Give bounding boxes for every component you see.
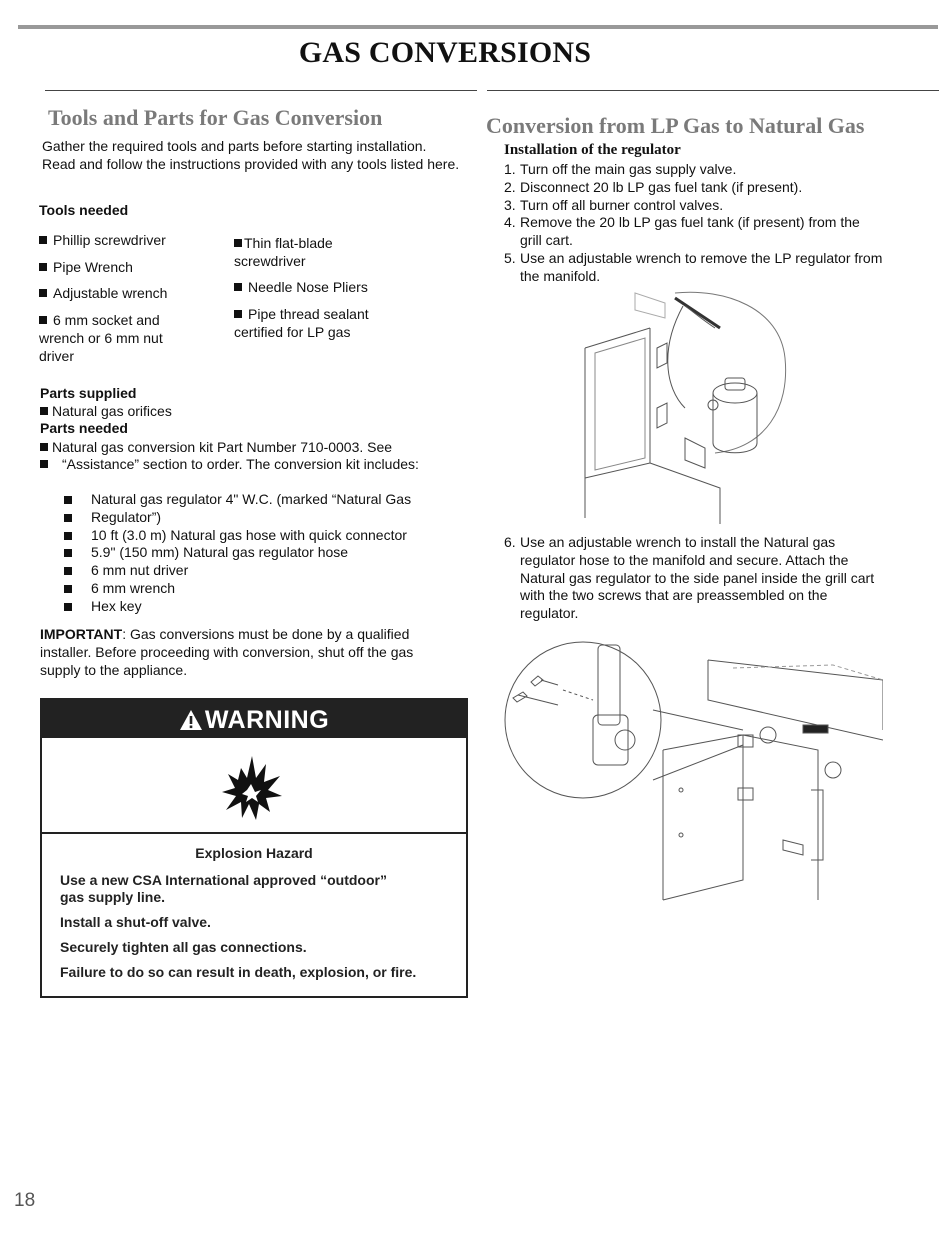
bullet-square-icon — [234, 310, 242, 318]
list-item: 6 mm nut driver — [64, 562, 464, 580]
bullet-square-icon — [39, 236, 47, 244]
intro-paragraph: Gather the required tools and parts before starting installation. Read and follow the instructions provided with any tools listed here. — [42, 138, 460, 172]
bullet-square-icon — [234, 283, 242, 291]
page-number: 18 — [14, 1190, 36, 1211]
bullet-square-icon — [39, 263, 47, 271]
tools-needed-heading: Tools needed — [39, 202, 129, 218]
list-item: Regulator”) — [64, 509, 464, 527]
steps-list-continued — [504, 534, 884, 623]
warning-line: Securely tighten all gas connections. — [60, 939, 307, 955]
step-item: 1. Turn off the main gas supply valve. — [504, 161, 737, 177]
explosion-icon — [42, 738, 466, 832]
lp-tank-removal-illustration — [575, 288, 805, 524]
warning-symbol-area — [42, 738, 466, 834]
tool-item: Pipe Wrench — [39, 258, 209, 276]
bullet-square-icon — [64, 603, 72, 611]
important-note: IMPORTANT: Gas conversions must be done by a qualified installer. Before proceeding with conversion, shut off the gas supply to the appliance. — [40, 626, 414, 678]
regulator-subheading: Installation of the regulator — [504, 142, 681, 158]
step-item: 2. Disconnect 20 lb LP gas fuel tank (if present). — [504, 178, 803, 195]
parts-supplied-heading: Parts supplied — [40, 385, 137, 401]
tool-item: 6 mm socket and wrench or 6 mm nut driver — [39, 312, 163, 364]
bullet-square-icon — [64, 532, 72, 540]
list-item: 6 mm wrench — [64, 580, 464, 598]
bullet-square-icon — [64, 567, 72, 575]
bullet-square-icon — [39, 316, 47, 324]
step-item: 5. Use an adjustable wrench to remove the LP regulator from the manifold. — [504, 249, 883, 284]
tool-item: Adjustable wrench — [39, 284, 209, 302]
bullet-square-icon — [64, 496, 72, 504]
warning-instructions — [60, 872, 460, 989]
step-item: 4. Remove the 20 lb LP gas fuel tank (if present) from the grill cart. — [504, 214, 860, 249]
bullet-square-icon — [64, 549, 72, 557]
bullet-square-icon — [64, 514, 72, 522]
warning-triangle-icon — [179, 709, 203, 731]
tools-parts-heading: Tools and Parts for Gas Conversion — [48, 105, 383, 130]
kit-list — [64, 491, 464, 616]
list-item: 5.9" (150 mm) Natural gas regulator hose — [64, 544, 464, 562]
conversion-heading: Conversion from LP Gas to Natural Gas — [486, 113, 865, 138]
parts-supplied-item: Natural gas orifices — [40, 402, 172, 420]
hazard-title: Explosion Hazard — [195, 845, 313, 861]
bullet-square-icon — [40, 443, 48, 451]
tool-item: Phillip screwdriver — [39, 231, 209, 249]
left-column-rule — [45, 90, 477, 91]
bullet-square-icon — [40, 460, 48, 468]
bullet-square-icon — [64, 585, 72, 593]
tool-item: Thin flat-blade screwdriver — [234, 235, 333, 269]
bullet-square-icon — [39, 289, 47, 297]
parts-needed-item: Natural gas conversion kit Part Number 710-0003. See — [40, 438, 392, 456]
steps-list — [504, 161, 884, 286]
list-item: Hex key — [64, 598, 464, 616]
page-title: GAS CONVERSIONS — [298, 36, 592, 69]
bullet-square-icon — [234, 239, 242, 247]
step-item: 3. Turn off all burner control valves. — [504, 196, 724, 213]
warning-line: Install a shut-off valve. — [60, 914, 211, 930]
warning-header: WARNING — [42, 700, 466, 738]
natural-gas-regulator-illustration — [503, 640, 883, 910]
tool-item: Needle Nose Pliers — [234, 278, 404, 296]
list-item: Natural gas regulator 4" W.C. (marked “Natural Gas — [64, 491, 464, 509]
top-rule — [18, 25, 938, 29]
list-item: 10 ft (3.0 m) Natural gas hose with quick connector — [64, 527, 464, 545]
warning-line: Use a new CSA International approved “outdoor” gas supply line. — [60, 872, 387, 905]
parts-needed-heading: Parts needed — [40, 420, 128, 436]
warning-box — [40, 698, 468, 998]
right-column-rule — [487, 90, 939, 91]
parts-needed-item: “Assistance” section to order. The conversion kit includes: — [40, 455, 419, 473]
tool-item: Pipe thread sealant certified for LP gas — [234, 306, 369, 340]
bullet-square-icon — [40, 407, 48, 415]
warning-line: Failure to do so can result in death, explosion, or fire. — [60, 964, 417, 980]
step-item: 6. Use an adjustable wrench to install the Natural gas regulator hose to the manifold and secure. Attach the Natural gas regulator to the side panel inside the grill cart with the two screws that are preassembled on the regulator. — [504, 534, 875, 622]
step-item — [504, 534, 884, 623]
